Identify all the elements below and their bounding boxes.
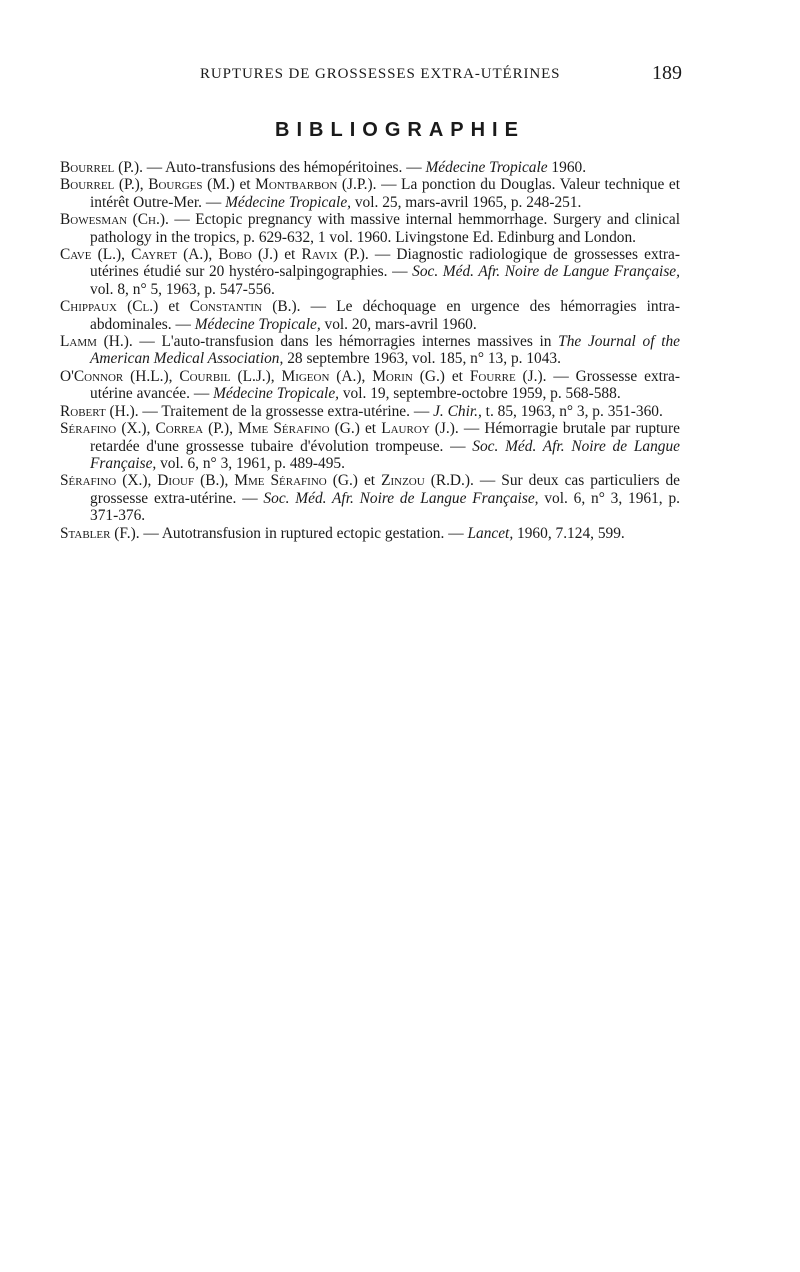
author-names: Bourrel (P.) [60,159,140,176]
author-names: Constantin (B.) [189,298,297,316]
source-title: Médecine Tropicale, [194,315,321,333]
entry-text: . — Diagnostic radiologique de grossesses extra-utérines étudié sur 20 hystéro-salpingographies. — [90,246,680,281]
entry-text: . — La ponction du Douglas. Valeur technique et intérêt Outre-Mer. — [90,176,680,211]
entry-text: et [444,367,470,385]
author-names: Stabler (F.) [60,524,136,542]
bibliography-entry [60,176,680,211]
author-names: Bowesman (Ch.) [60,211,165,229]
section-heading: BIBLIOGRAPHIE [275,119,525,141]
entry-text: . — Ectopic pregnancy with massive internal hemmorrhage. Surgery and clinical pathology in the tropics, p. 629-632, 1 vol. 1960. Livingstone Ed. Edinburg and London. [90,211,680,246]
entry-text: vol. 6, n° 3, 1961, p. 489-495. [156,454,345,472]
entry-text: . — L'auto-transfusion dans les hémorragies internes massives in [128,333,559,351]
bibliography-entry [60,298,680,333]
author-names: Chippaux (Cl.) [60,298,159,316]
entry-text: . — Auto-transfusions des hémopéritoines. — [139,159,426,176]
entry-text: . — Autotransfusion in ruptured ectopic gestation. — [135,524,468,542]
entry-text: vol. 8, n° 5, 1963, p. 547-556. [90,280,275,298]
entry-text: vol. 19, septembre-octobre 1959, p. 568-588. [339,385,621,403]
bibliography-entry [60,420,680,472]
running-title: RUPTURES DE GROSSESSES EXTRA-UTÉRINES [200,66,561,82]
entry-text: vol. 20, mars-avril 1960. [320,315,477,333]
author-names: Montbarbon (J.P.) [255,176,373,194]
entry-text: 1960, 7.124, 599. [513,524,625,542]
entry-text: . — Traitement de la grossesse extra-utérine. — [134,402,434,420]
author-names: Sérafino (X.), Diouf (B.), Mme Sérafino (G.) [60,472,358,490]
author-names: O'Connor (H.L.), Courbil (L.J.), Migeon (A.), Morin (G.) [60,367,445,385]
bibliography-entry [60,246,680,298]
source-title: J. Chir., [433,402,482,420]
running-head [0,62,800,90]
author-names: Fourre (J.) [469,367,543,385]
bibliography-entry [60,333,680,368]
author-names: Bourrel (P.), Bourges (M.) [60,176,235,194]
author-names: Robert (H.) [60,402,135,420]
source-title: Médecine Tropicale [425,159,548,176]
author-names: Lauroy (J.) [381,420,455,438]
entry-text: vol. 25, mars-avril 1965, p. 248-251. [351,193,582,211]
source-title: Médecine Tropicale, [225,193,351,211]
entry-text: et [359,420,382,438]
entry-text: t. 85, 1963, n° 3, p. 351-360. [481,402,663,420]
entry-text: et [357,472,382,490]
author-names: Ravix (P.) [301,246,365,264]
source-title: Lancet, [467,524,514,542]
bibliography-list [60,159,680,542]
source-title: Soc. Méd. Afr. Noire de Langue Française, [263,489,539,507]
page-number: 189 [652,62,682,84]
bibliography-entry [60,525,680,542]
bibliography-entry [60,211,680,246]
entry-text: . — Sur deux cas particuliers de grossesse extra-utérine. — [90,472,681,507]
source-title: Médecine Tropicale, [213,385,339,403]
bibliography-entry [60,159,680,176]
entry-text: . — Hémorragie brutale par rupture retardée d'une grossesse tubaire d'évolution trompeuse. — [90,420,680,455]
entry-text: et [278,246,302,264]
author-names: Cave (L.), Cayret (A.), Bobo (J.) [60,246,279,264]
bibliography-entry [60,368,680,403]
entry-text: vol. 6, n° 3, 1961, p. 371-376. [90,489,680,525]
author-names: Sérafino (X.), Correa (P.), Mme Sérafino (G.) [60,420,360,438]
entry-text: . — Grossesse extra-utérine avancée. — [90,367,680,403]
entry-text: 1960. [547,159,587,176]
entry-text: 28 septembre 1963, vol. 185, n° 13, p. 1043. [283,350,561,368]
entry-text: et [158,298,190,316]
source-title: Soc. Méd. Afr. Noire de Langue Française, [412,263,680,281]
source-title: Soc. Méd. Afr. Noire de Langue Française, [90,437,680,472]
entry-text: . — Le déchoquage en urgence des hémorragies intra-abdominales. — [90,298,680,333]
source-title: The Journal of the American Medical Association, [90,333,681,368]
author-names: Zinzou (R.D.) [381,472,471,490]
author-names: Lamm (H.) [60,333,129,351]
bibliography-entry [60,403,680,420]
entry-text: et [234,176,256,194]
bibliography-entry [60,472,680,524]
